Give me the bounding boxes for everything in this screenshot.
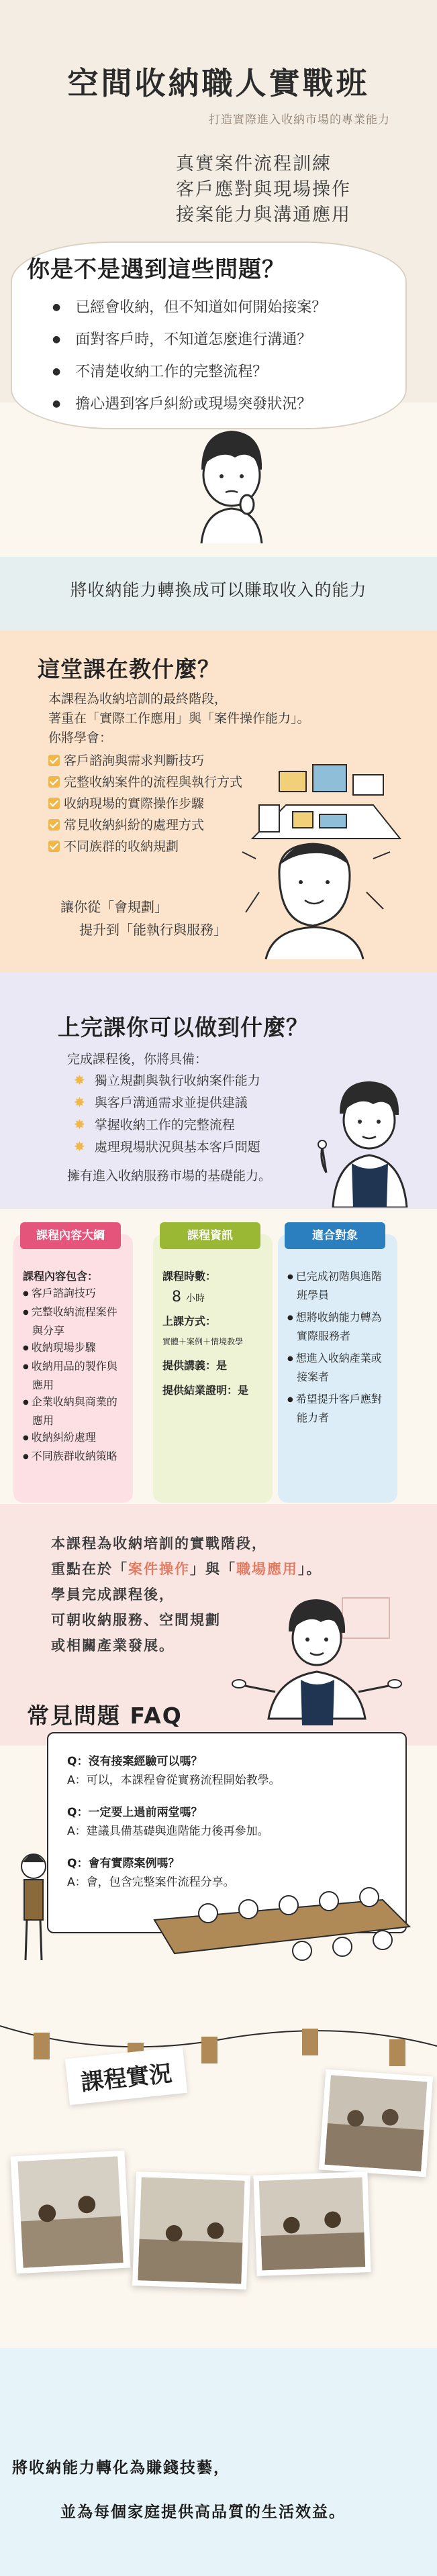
learn-intro-line: 本課程為收納培訓的最終階段， xyxy=(48,692,228,706)
learn-intro xyxy=(48,690,310,748)
star-icon: ✸ xyxy=(74,1138,85,1155)
after-outro: 擁有進入收納服務市場的基礎能力。 xyxy=(67,1169,272,1183)
list-item xyxy=(74,1136,260,1158)
page-title: 空間收納職人實戰班 xyxy=(67,65,370,101)
star-icon: ✸ xyxy=(74,1072,85,1088)
photo-image xyxy=(138,2177,244,2284)
gallery-section xyxy=(0,2012,437,2348)
focus-text-part: 」。 xyxy=(298,1561,322,1577)
card-tab: 課程資訊 xyxy=(160,1222,260,1249)
list-item xyxy=(74,1114,260,1136)
class-photo xyxy=(253,2171,371,2276)
list-item-label: 收納現場的實際操作步驟 xyxy=(64,796,205,811)
list-item-label: 常見收納糾紛的處理方式 xyxy=(64,818,205,833)
list-item: ● 完整收納流程案件與分享 xyxy=(23,1303,128,1339)
hours-value xyxy=(172,1289,267,1307)
hero-line: 客戶應對與現場操作 xyxy=(176,179,351,200)
list-item: ● 不同族群收納策略 xyxy=(23,1448,128,1466)
list-item xyxy=(48,814,242,836)
list-item-label: 處理現場狀況與基本客戶問題 xyxy=(94,1140,260,1155)
card-tab: 課程內容大綱 xyxy=(20,1222,121,1249)
learn-intro-line: 你將學會： xyxy=(48,731,113,745)
focus-highlight: 職場應用 xyxy=(236,1561,298,1577)
after-title: 上完課你可以做到什麼？ xyxy=(58,1014,309,1040)
learn-outro-line: 提升到「能執行與服務」 xyxy=(79,922,227,938)
list-item-label: 完整收納案件的流程與執行方式 xyxy=(64,775,243,790)
hours-label: 課程時數： xyxy=(162,1270,217,1283)
photo-image xyxy=(259,2177,366,2270)
learn-title: 這堂課在教什麼？ xyxy=(38,656,220,682)
list-item: ● 已經會收納，但不知道如何開始接案？ xyxy=(52,292,326,325)
after-section xyxy=(0,973,437,1209)
faq-question: Q：一定要上過前兩堂嗎？ xyxy=(67,1806,203,1819)
list-item: ● 想進入收納產業或接案者 xyxy=(287,1350,392,1385)
list-item xyxy=(48,750,242,771)
hero-highlights xyxy=(176,152,351,228)
faq-section xyxy=(0,1658,437,2014)
learn-intro-line: 著重在「實際工作應用」與「案件操作能力」。 xyxy=(48,711,310,726)
class-photo xyxy=(11,2151,131,2274)
course-cards-section xyxy=(0,1209,437,1504)
course-info-card xyxy=(153,1229,273,1503)
method-value: 實體＋案例＋情境教學 xyxy=(162,1337,244,1346)
list-item-label: 客戶諮詢與需求判斷技巧 xyxy=(64,753,205,768)
list-item xyxy=(74,1069,260,1091)
closing-section xyxy=(0,2348,437,2576)
card-heading: 課程內容包含： xyxy=(23,1270,99,1283)
audience-card xyxy=(278,1229,397,1503)
list-item-label: 掌握收納工作的完整流程 xyxy=(94,1118,235,1132)
list-item-label: 與客戶溝通需求並提供建議 xyxy=(94,1095,248,1110)
list-item xyxy=(48,771,242,793)
organizing-illustration xyxy=(239,758,407,959)
photo-image xyxy=(16,2156,125,2268)
class-photo xyxy=(132,2171,250,2290)
instructor-illustration xyxy=(313,1073,420,1208)
card-body xyxy=(287,1268,392,1426)
faq-question: Q：會有實際案例嗎？ xyxy=(67,1857,180,1870)
list-item xyxy=(48,793,242,814)
list-item: ● 客戶諮詢技巧 xyxy=(23,1285,128,1303)
learn-section xyxy=(0,631,437,973)
checkbox-icon xyxy=(48,776,60,788)
closing-line: 將收納能力轉化為賺錢技藝， xyxy=(12,2459,230,2477)
checkbox-icon xyxy=(48,819,60,830)
list-item: ● 想將收納能力轉為實際服務者 xyxy=(287,1309,392,1344)
problem-title: 你是不是遇到這些問題？ xyxy=(27,256,285,283)
hours-number: 8 xyxy=(172,1289,181,1305)
list-item: ● 面對客戶時，不知道怎麼進行溝通？ xyxy=(52,325,326,357)
faq-list xyxy=(67,1752,281,1905)
after-list xyxy=(74,1069,260,1158)
faq-answer: A：可以，本課程會從實務流程開始教學。 xyxy=(67,1774,281,1787)
list-item-label: 獨立規劃與執行收納案件能力 xyxy=(94,1073,260,1088)
checkbox-icon xyxy=(48,841,60,852)
checkbox-icon xyxy=(48,755,60,766)
star-icon: ✸ xyxy=(74,1116,85,1132)
faq-title: 常見問題 FAQ xyxy=(27,1703,183,1729)
learn-outro-line: 讓你從「會規劃」 xyxy=(60,899,168,915)
focus-text-part: 重點在於「 xyxy=(51,1561,128,1577)
focus-line: 學員完成課程後， xyxy=(51,1587,175,1603)
focus-line: 本課程為收納培訓的實戰階段， xyxy=(51,1536,267,1552)
star-icon: ✸ xyxy=(74,1094,85,1110)
conversion-text: 將收納能力轉換成可以賺取收入的能力 xyxy=(70,580,367,600)
closing-line: 並為每個家庭提供高品質的生活效益。 xyxy=(60,2504,346,2521)
list-item: ● 已完成初階與進階班學員 xyxy=(287,1268,392,1303)
after-intro: 完成課程後，你將具備： xyxy=(67,1052,208,1067)
list-item: ● 希望提升客戶應對能力者 xyxy=(287,1391,392,1426)
certificate-label: 提供結業證明：是 xyxy=(162,1384,249,1397)
thinking-person-illustration xyxy=(181,423,282,543)
faq-answer: A：建議具備基礎與進階能力後再參加。 xyxy=(67,1825,269,1838)
problem-section xyxy=(0,228,437,631)
photo-image xyxy=(325,2075,428,2171)
card-tab: 適合對象 xyxy=(285,1222,385,1249)
method-label: 上課方式： xyxy=(162,1315,217,1328)
focus-line: 或相關產業發展。 xyxy=(51,1638,175,1654)
list-item: ● 收納現場步驟 xyxy=(23,1339,128,1358)
gallery-title: 課程實況 xyxy=(65,2047,187,2105)
list-item-label: 不同族群的收納規劃 xyxy=(64,839,179,854)
card-body xyxy=(162,1268,267,1399)
checkbox-icon xyxy=(48,798,60,809)
faq-answer: A：會，包含完整案件流程分享。 xyxy=(67,1876,235,1889)
card-body xyxy=(23,1268,128,1466)
focus-highlight: 案件操作 xyxy=(128,1561,190,1577)
list-item: ● 擔心遇到客戶糾紛或現場突發狀況？ xyxy=(52,389,326,421)
faq-question: Q：沒有接案經驗可以嗎？ xyxy=(67,1755,203,1768)
problem-list xyxy=(52,292,326,421)
handout-label: 提供講義：是 xyxy=(162,1359,228,1372)
page-subtitle: 打造實際進入收納市場的專業能力 xyxy=(209,113,390,127)
list-item: ● 企業收納與商業的應用 xyxy=(23,1393,128,1429)
list-item: ● 收納糾紛處理 xyxy=(23,1429,128,1448)
hero-line: 接案能力與溝通應用 xyxy=(176,205,351,225)
learn-list xyxy=(48,750,242,857)
class-photo xyxy=(319,2070,433,2178)
hero-line: 真實案件流程訓練 xyxy=(176,154,332,174)
focus-text-part: 」與「 xyxy=(190,1561,236,1577)
focus-line: 可朝收納服務、空間規劃 xyxy=(51,1612,221,1628)
course-content-card xyxy=(13,1229,133,1503)
focus-line xyxy=(51,1556,322,1582)
list-item xyxy=(74,1091,260,1114)
list-item: ● 收納用品的製作與應用 xyxy=(23,1358,128,1393)
list-item: ● 不清楚收納工作的完整流程？ xyxy=(52,357,326,389)
list-item xyxy=(48,836,242,857)
hours-unit: 小時 xyxy=(186,1293,205,1304)
